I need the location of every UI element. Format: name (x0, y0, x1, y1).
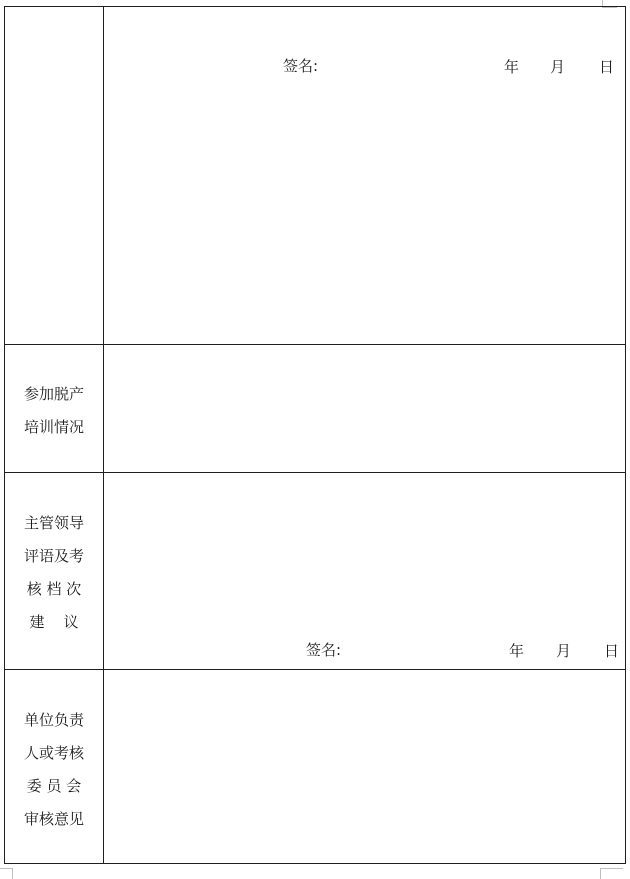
training-label-line-1: 参加脱产 (23, 385, 84, 403)
appraisal-form-table (4, 6, 626, 864)
supervisor-content-cell[interactable] (104, 473, 625, 669)
row3-year-label: 年 (509, 642, 525, 660)
crop-mark-bottom-right (600, 868, 623, 879)
row1-month-label: 月 (550, 58, 566, 76)
committee-review-label (5, 704, 103, 836)
supervisor-label-line-2: 评语及考 (23, 547, 84, 565)
row3-signature-label: 签名: (306, 641, 342, 659)
committee-label-line-1: 单位负责 (23, 711, 84, 729)
row1-signature-label: 签名: (283, 57, 319, 75)
supervisor-label-line-4: 建 议 (29, 613, 79, 631)
training-label (5, 378, 103, 444)
row1-day-label: 日 (599, 58, 615, 76)
row1-year-label: 年 (504, 58, 520, 76)
supervisor-label-line-3: 核 档 次 (26, 580, 82, 598)
committee-label-line-4: 审核意见 (23, 810, 84, 828)
committee-label-line-3: 委 员 会 (26, 777, 82, 795)
crop-mark-bottom-left (0, 868, 13, 879)
supervisor-comment-label (5, 507, 103, 639)
committee-content-cell[interactable] (104, 670, 625, 863)
committee-label-line-2: 人或考核 (23, 744, 84, 762)
training-label-line-2: 培训情况 (23, 418, 84, 436)
row3-day-label: 日 (604, 642, 620, 660)
supervisor-label-line-1: 主管领导 (23, 514, 84, 532)
row3-month-label: 月 (556, 642, 572, 660)
training-content-cell[interactable] (104, 345, 625, 472)
